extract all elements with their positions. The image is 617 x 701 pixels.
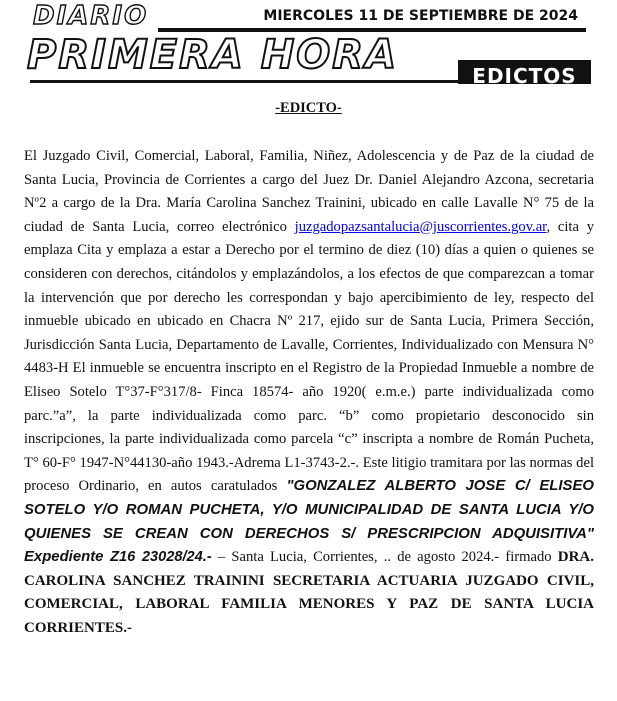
diario-logo-text: DIARIO bbox=[33, 1, 149, 31]
edict-text-part-3: – Santa Lucia, Corrientes, .. de agosto 2024.- firmado bbox=[211, 549, 558, 566]
publication-date: MIERCOLES 11 DE SEPTIEMBRE DE 2024 bbox=[263, 8, 578, 24]
edict-text-part-1: El Juzgado Civil, Comercial, Laboral, Familia, Niñez, Adolescencia y de Paz de la ciudad de Santa Lucia, Provincia de Corrientes a cargo del Juez Dr. Daniel Alejandro Azcona, secretaria Nº2 a cargo de la Dra. María Carolina Sanchez Trainini, ubicado en calle Lavalle N° 75 de la ciudad de Santa Lucia, correo electrónico bbox=[24, 148, 594, 235]
edict-body bbox=[24, 145, 594, 640]
section-tab bbox=[458, 60, 591, 84]
case-number: Z16 23028/24.- bbox=[110, 549, 212, 566]
masthead-rule bbox=[30, 80, 460, 83]
email-link[interactable]: juzgadopazsantalucia@juscorrientes.gov.ar bbox=[294, 218, 547, 235]
signature-block: DRA. CAROLINA SANCHEZ TRAININI SECRETARIA ACTUARIA JUZGADO CIVIL, COMERCIAL, LABORAL FAMILIA MENORES Y PAZ DE SANTA LUCIA CORRIENTES.- bbox=[24, 549, 595, 636]
primera-hora-logo-text: PRIMERA HORA bbox=[27, 32, 399, 78]
section-label: EDICTOS bbox=[472, 64, 577, 84]
case-title: "GONZALEZ ALBERTO JOSE C/ ELISEO SOTELO Y/O ROMAN PUCHETA, Y/O MUNICIPALIDAD DE SANTA LUCIA Y/O QUIENES SE CREAN CON DERECHOS S/ PRESCRIPCION ADQUISITIVA" Expediente bbox=[24, 478, 594, 566]
edict-text-part-2: , cita y emplaza Cita y emplaza a estar a Derecho por el termino de diez (10) días a quien o quienes se consideren con derechos, citándolos y emplazándolos, a los efectos de que comparezcan a tomar la intervención que por derecho les correspondan y bajo apercibimiento de ley, respecto del inmueble ubicado en ubicado en Chacra Nº 217, ejido sur de Santa Lucia, Primera Sección, Jurisdicción Santa Lucia, Departamento de Lavalle, Corrientes, Individualizado con Mensura N° 4483-H El inmueble se encuentra inscripto en el Registro de la Propiedad Inmueble a nombre de Eliseo Sotelo T°37-F°317/8- Finca 18574- año 1920( e.m.e.) parte individualizada como parc.”a”, la parte individualizada como parc. “b” como propietario desconocido sin inscripciones, la parte individualizada como parcela “c” inscripta a nombre de Román Pucheta, T° 60-F° 1947-N°44130-año 1943.-Adrema L1-3743-2.-. Este litigio tramitara por las normas del proceso Ordinario, en autos caratulados bbox=[24, 218, 594, 495]
masthead bbox=[0, 0, 617, 84]
edict-heading: -EDICTO- bbox=[275, 100, 342, 116]
